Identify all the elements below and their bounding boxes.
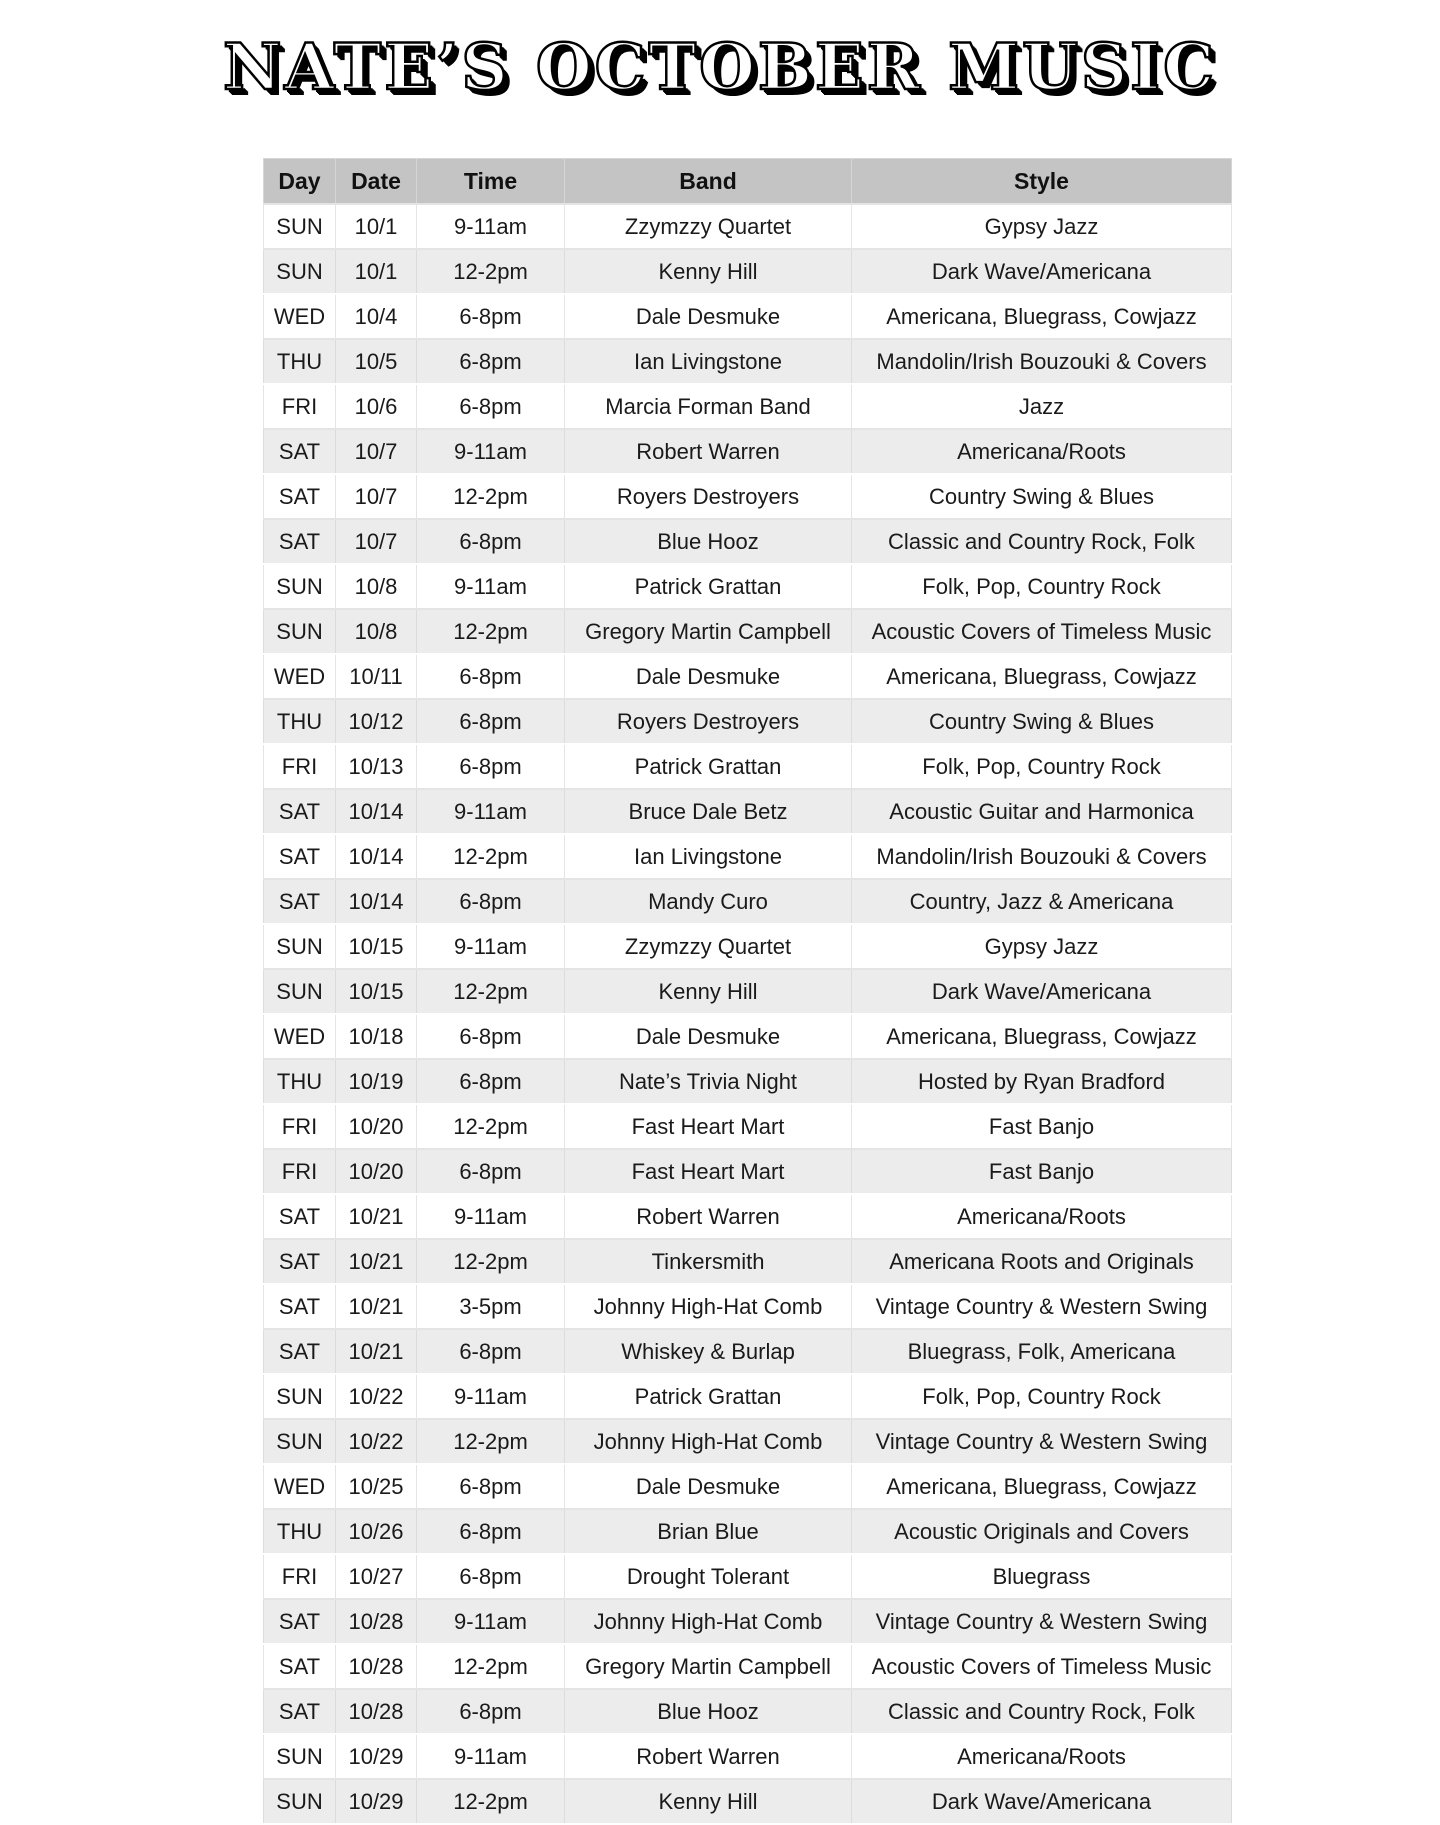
cell-time: 6-8pm — [417, 1149, 565, 1194]
cell-day: FRI — [264, 1554, 336, 1599]
cell-band: Zzymzzy Quartet — [565, 204, 852, 249]
cell-day: SUN — [264, 969, 336, 1014]
cell-band: Dale Desmuke — [565, 1464, 852, 1509]
cell-day: SAT — [264, 1329, 336, 1374]
cell-band: Johnny High-Hat Comb — [565, 1284, 852, 1329]
cell-date: 10/28 — [336, 1689, 417, 1734]
cell-day: FRI — [264, 1104, 336, 1149]
table-row — [264, 1149, 1232, 1194]
cell-time: 3-5pm — [417, 1284, 565, 1329]
table-row — [264, 1239, 1232, 1284]
table-row — [264, 1554, 1232, 1599]
cell-day: SAT — [264, 879, 336, 924]
cell-day: FRI — [264, 1149, 336, 1194]
table-row — [264, 1734, 1232, 1779]
cell-date: 10/7 — [336, 519, 417, 564]
cell-date: 10/1 — [336, 249, 417, 294]
cell-band: Blue Hooz — [565, 1689, 852, 1734]
cell-date: 10/22 — [336, 1374, 417, 1419]
table-row — [264, 654, 1232, 699]
cell-date: 10/4 — [336, 294, 417, 339]
cell-day: SAT — [264, 474, 336, 519]
cell-band: Zzymzzy Quartet — [565, 924, 852, 969]
cell-day: SAT — [264, 1599, 336, 1644]
table-row — [264, 204, 1232, 249]
cell-time: 9-11am — [417, 429, 565, 474]
cell-date: 10/14 — [336, 789, 417, 834]
cell-date: 10/26 — [336, 1509, 417, 1554]
cell-day: SAT — [264, 834, 336, 879]
cell-style: Americana, Bluegrass, Cowjazz — [852, 1464, 1232, 1509]
table-row — [264, 1014, 1232, 1059]
cell-time: 6-8pm — [417, 1329, 565, 1374]
table-body — [264, 204, 1232, 1824]
table-row — [264, 564, 1232, 609]
cell-time: 6-8pm — [417, 1509, 565, 1554]
cell-style: Classic and Country Rock, Folk — [852, 519, 1232, 564]
cell-time: 12-2pm — [417, 474, 565, 519]
cell-day: WED — [264, 294, 336, 339]
cell-band: Whiskey & Burlap — [565, 1329, 852, 1374]
cell-day: WED — [264, 1464, 336, 1509]
cell-band: Robert Warren — [565, 429, 852, 474]
cell-style: Acoustic Covers of Timeless Music — [852, 1644, 1232, 1689]
column-header-date: Date — [336, 159, 417, 205]
cell-day: THU — [264, 339, 336, 384]
column-header-band: Band — [565, 159, 852, 205]
cell-time: 12-2pm — [417, 609, 565, 654]
cell-date: 10/25 — [336, 1464, 417, 1509]
cell-day: SUN — [264, 204, 336, 249]
cell-band: Tinkersmith — [565, 1239, 852, 1284]
cell-band: Royers Destroyers — [565, 699, 852, 744]
cell-band: Patrick Grattan — [565, 744, 852, 789]
cell-time: 12-2pm — [417, 249, 565, 294]
table-row — [264, 1689, 1232, 1734]
cell-time: 12-2pm — [417, 1779, 565, 1824]
cell-band: Nate’s Trivia Night — [565, 1059, 852, 1104]
cell-day: SUN — [264, 564, 336, 609]
cell-time: 6-8pm — [417, 339, 565, 384]
cell-day: WED — [264, 1014, 336, 1059]
table-row — [264, 1509, 1232, 1554]
cell-time: 9-11am — [417, 1734, 565, 1779]
table-row — [264, 339, 1232, 384]
cell-day: THU — [264, 699, 336, 744]
cell-style: Dark Wave/Americana — [852, 969, 1232, 1014]
cell-style: Country Swing & Blues — [852, 474, 1232, 519]
table-row — [264, 834, 1232, 879]
cell-style: Country, Jazz & Americana — [852, 879, 1232, 924]
table-row — [264, 1644, 1232, 1689]
cell-date: 10/21 — [336, 1239, 417, 1284]
cell-style: Bluegrass — [852, 1554, 1232, 1599]
cell-time: 9-11am — [417, 1599, 565, 1644]
cell-day: SAT — [264, 519, 336, 564]
cell-date: 10/21 — [336, 1284, 417, 1329]
cell-style: Vintage Country & Western Swing — [852, 1599, 1232, 1644]
cell-style: Folk, Pop, Country Rock — [852, 744, 1232, 789]
cell-style: Americana, Bluegrass, Cowjazz — [852, 1014, 1232, 1059]
cell-style: Americana/Roots — [852, 429, 1232, 474]
cell-style: Folk, Pop, Country Rock — [852, 564, 1232, 609]
cell-time: 6-8pm — [417, 384, 565, 429]
cell-style: Mandolin/Irish Bouzouki & Covers — [852, 834, 1232, 879]
cell-band: Dale Desmuke — [565, 1014, 852, 1059]
cell-date: 10/8 — [336, 564, 417, 609]
cell-band: Patrick Grattan — [565, 564, 852, 609]
cell-band: Robert Warren — [565, 1734, 852, 1779]
cell-style: Mandolin/Irish Bouzouki & Covers — [852, 339, 1232, 384]
cell-time: 6-8pm — [417, 654, 565, 699]
cell-time: 6-8pm — [417, 1554, 565, 1599]
cell-style: Vintage Country & Western Swing — [852, 1284, 1232, 1329]
cell-time: 12-2pm — [417, 1644, 565, 1689]
table-row — [264, 744, 1232, 789]
table-row — [264, 1104, 1232, 1149]
cell-date: 10/21 — [336, 1329, 417, 1374]
cell-date: 10/7 — [336, 474, 417, 519]
cell-date: 10/29 — [336, 1734, 417, 1779]
cell-band: Dale Desmuke — [565, 654, 852, 699]
column-header-style: Style — [852, 159, 1232, 205]
cell-date: 10/6 — [336, 384, 417, 429]
table-row — [264, 1194, 1232, 1239]
column-header-time: Time — [417, 159, 565, 205]
cell-style: Americana Roots and Originals — [852, 1239, 1232, 1284]
cell-time: 6-8pm — [417, 744, 565, 789]
cell-time: 9-11am — [417, 789, 565, 834]
cell-time: 9-11am — [417, 564, 565, 609]
cell-date: 10/15 — [336, 969, 417, 1014]
cell-band: Kenny Hill — [565, 1779, 852, 1824]
cell-time: 12-2pm — [417, 834, 565, 879]
table-row — [264, 1419, 1232, 1464]
table-row — [264, 1464, 1232, 1509]
cell-band: Royers Destroyers — [565, 474, 852, 519]
cell-style: Acoustic Guitar and Harmonica — [852, 789, 1232, 834]
cell-time: 12-2pm — [417, 969, 565, 1014]
table-row — [264, 1284, 1232, 1329]
cell-band: Fast Heart Mart — [565, 1104, 852, 1149]
table-row — [264, 519, 1232, 564]
cell-time: 6-8pm — [417, 1689, 565, 1734]
cell-time: 6-8pm — [417, 1059, 565, 1104]
table-row — [264, 1779, 1232, 1824]
cell-band: Ian Livingstone — [565, 834, 852, 879]
cell-day: SUN — [264, 1734, 336, 1779]
cell-day: SAT — [264, 789, 336, 834]
cell-band: Blue Hooz — [565, 519, 852, 564]
table-row — [264, 294, 1232, 339]
cell-day: SUN — [264, 924, 336, 969]
cell-style: Americana/Roots — [852, 1734, 1232, 1779]
cell-date: 10/28 — [336, 1599, 417, 1644]
cell-date: 10/1 — [336, 204, 417, 249]
cell-style: Acoustic Originals and Covers — [852, 1509, 1232, 1554]
cell-day: SUN — [264, 1419, 336, 1464]
cell-date: 10/15 — [336, 924, 417, 969]
cell-band: Drought Tolerant — [565, 1554, 852, 1599]
cell-band: Johnny High-Hat Comb — [565, 1599, 852, 1644]
cell-time: 12-2pm — [417, 1239, 565, 1284]
cell-style: Fast Banjo — [852, 1104, 1232, 1149]
cell-style: Vintage Country & Western Swing — [852, 1419, 1232, 1464]
cell-day: SUN — [264, 609, 336, 654]
cell-band: Kenny Hill — [565, 249, 852, 294]
table-row — [264, 249, 1232, 294]
cell-style: Dark Wave/Americana — [852, 1779, 1232, 1824]
cell-style: Gypsy Jazz — [852, 204, 1232, 249]
cell-date: 10/14 — [336, 879, 417, 924]
cell-time: 9-11am — [417, 924, 565, 969]
cell-band: Robert Warren — [565, 1194, 852, 1239]
cell-day: SUN — [264, 1779, 336, 1824]
cell-date: 10/21 — [336, 1194, 417, 1239]
table-row — [264, 1599, 1232, 1644]
cell-style: Jazz — [852, 384, 1232, 429]
cell-style: Hosted by Ryan Bradford — [852, 1059, 1232, 1104]
cell-style: Folk, Pop, Country Rock — [852, 1374, 1232, 1419]
cell-day: FRI — [264, 744, 336, 789]
cell-band: Brian Blue — [565, 1509, 852, 1554]
cell-style: Americana/Roots — [852, 1194, 1232, 1239]
cell-date: 10/19 — [336, 1059, 417, 1104]
page-title: NATE’S OCTOBER MUSIC — [223, 30, 1217, 105]
table-row — [264, 1374, 1232, 1419]
cell-style: Americana, Bluegrass, Cowjazz — [852, 654, 1232, 699]
table-row — [264, 924, 1232, 969]
cell-band: Bruce Dale Betz — [565, 789, 852, 834]
cell-band: Mandy Curo — [565, 879, 852, 924]
cell-day: SUN — [264, 1374, 336, 1419]
cell-style: Dark Wave/Americana — [852, 249, 1232, 294]
cell-day: SAT — [264, 1644, 336, 1689]
cell-day: SAT — [264, 1194, 336, 1239]
cell-date: 10/12 — [336, 699, 417, 744]
table-row — [264, 969, 1232, 1014]
cell-band: Dale Desmuke — [565, 294, 852, 339]
cell-band: Marcia Forman Band — [565, 384, 852, 429]
cell-day: THU — [264, 1509, 336, 1554]
table-row — [264, 789, 1232, 834]
table-row — [264, 879, 1232, 924]
cell-date: 10/11 — [336, 654, 417, 699]
cell-time: 12-2pm — [417, 1419, 565, 1464]
column-header-day: Day — [264, 159, 336, 205]
cell-band: Gregory Martin Campbell — [565, 609, 852, 654]
cell-date: 10/13 — [336, 744, 417, 789]
cell-date: 10/20 — [336, 1149, 417, 1194]
cell-day: SAT — [264, 1239, 336, 1284]
cell-date: 10/5 — [336, 339, 417, 384]
cell-style: Fast Banjo — [852, 1149, 1232, 1194]
cell-date: 10/18 — [336, 1014, 417, 1059]
cell-day: WED — [264, 654, 336, 699]
cell-date: 10/22 — [336, 1419, 417, 1464]
cell-day: FRI — [264, 384, 336, 429]
cell-band: Gregory Martin Campbell — [565, 1644, 852, 1689]
cell-time: 6-8pm — [417, 699, 565, 744]
table-header-row — [264, 159, 1232, 205]
cell-band: Kenny Hill — [565, 969, 852, 1014]
cell-time: 6-8pm — [417, 519, 565, 564]
cell-time: 9-11am — [417, 1374, 565, 1419]
cell-style: Classic and Country Rock, Folk — [852, 1689, 1232, 1734]
cell-time: 9-11am — [417, 1194, 565, 1239]
cell-style: Acoustic Covers of Timeless Music — [852, 609, 1232, 654]
cell-time: 12-2pm — [417, 1104, 565, 1149]
table-row — [264, 384, 1232, 429]
music-schedule-table — [263, 158, 1232, 1825]
cell-style: Country Swing & Blues — [852, 699, 1232, 744]
cell-band: Fast Heart Mart — [565, 1149, 852, 1194]
cell-date: 10/28 — [336, 1644, 417, 1689]
cell-date: 10/8 — [336, 609, 417, 654]
cell-style: Gypsy Jazz — [852, 924, 1232, 969]
cell-time: 6-8pm — [417, 1464, 565, 1509]
cell-date: 10/29 — [336, 1779, 417, 1824]
table-row — [264, 474, 1232, 519]
cell-band: Ian Livingstone — [565, 339, 852, 384]
table-row — [264, 609, 1232, 654]
cell-day: SAT — [264, 429, 336, 474]
cell-day: SAT — [264, 1689, 336, 1734]
cell-time: 9-11am — [417, 204, 565, 249]
cell-band: Johnny High-Hat Comb — [565, 1419, 852, 1464]
table-row — [264, 1329, 1232, 1374]
cell-style: Bluegrass, Folk, Americana — [852, 1329, 1232, 1374]
cell-date: 10/14 — [336, 834, 417, 879]
table-row — [264, 1059, 1232, 1104]
cell-date: 10/27 — [336, 1554, 417, 1599]
cell-band: Patrick Grattan — [565, 1374, 852, 1419]
cell-day: SUN — [264, 249, 336, 294]
cell-date: 10/20 — [336, 1104, 417, 1149]
cell-time: 6-8pm — [417, 1014, 565, 1059]
table-row — [264, 699, 1232, 744]
cell-time: 6-8pm — [417, 879, 565, 924]
cell-date: 10/7 — [336, 429, 417, 474]
cell-style: Americana, Bluegrass, Cowjazz — [852, 294, 1232, 339]
cell-day: SAT — [264, 1284, 336, 1329]
cell-day: THU — [264, 1059, 336, 1104]
cell-time: 6-8pm — [417, 294, 565, 339]
table-row — [264, 429, 1232, 474]
